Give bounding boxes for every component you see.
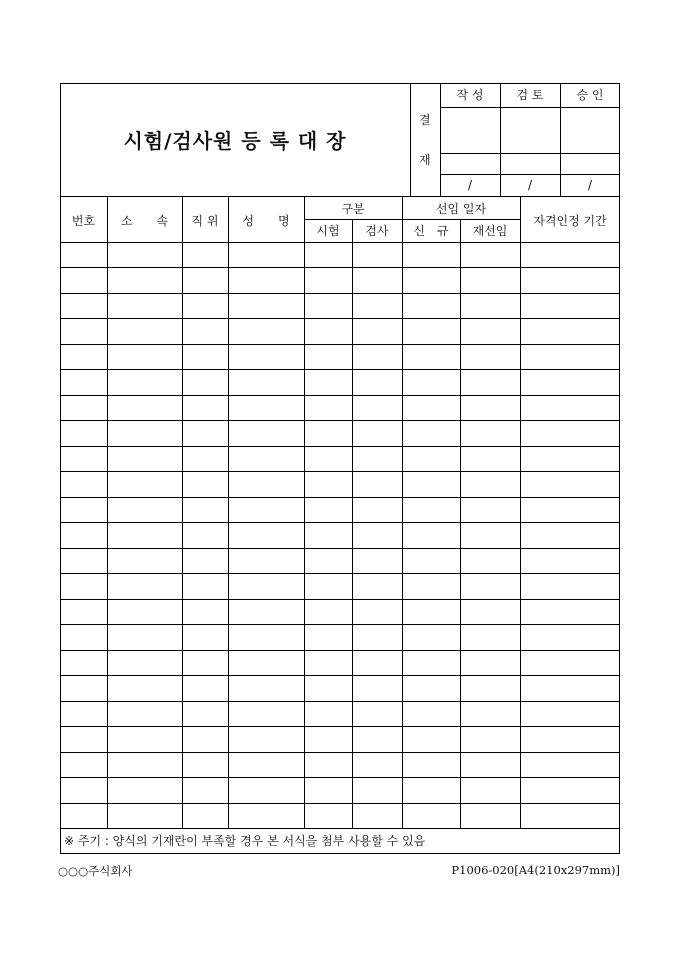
note-divider [60, 828, 620, 829]
approval-divider [440, 107, 620, 108]
column-divider [228, 196, 229, 828]
approval-date-approver: / [587, 178, 593, 192]
table-row [60, 599, 620, 600]
approval-divider [410, 83, 411, 196]
table-row [60, 522, 620, 523]
table-row [60, 675, 620, 676]
header-divider [60, 196, 620, 197]
page-title: 시험/검사원 등 록 대 장 [123, 129, 347, 153]
table-row [60, 777, 620, 778]
table-row [60, 752, 620, 753]
approval-col-approver: 승 인 [576, 88, 604, 102]
table-row [60, 420, 620, 421]
table-row [60, 573, 620, 574]
table-row [60, 701, 620, 702]
col-header-new: 신 규 [413, 224, 449, 238]
col-header-category: 구분 [341, 202, 365, 216]
approval-divider [440, 153, 620, 154]
col-header-name: 성 명 [242, 214, 290, 228]
table-row [60, 395, 620, 396]
col-header-reappoint: 재선임 [472, 224, 508, 238]
table-row [60, 369, 620, 370]
table-row [60, 726, 620, 727]
column-divider [520, 196, 521, 828]
column-divider [107, 196, 108, 828]
col-header-test: 시험 [316, 224, 340, 238]
approval-date-reviewer: / [527, 178, 533, 192]
column-divider [304, 196, 305, 828]
subheader-divider [304, 219, 520, 220]
col-header-no: 번호 [71, 214, 96, 228]
table-row [60, 318, 620, 319]
column-divider [182, 196, 183, 828]
approval-divider [440, 174, 620, 175]
table-row [60, 548, 620, 549]
table-row [60, 446, 620, 447]
col-header-inspect: 검사 [365, 224, 389, 238]
table-row [60, 803, 620, 804]
table-row [60, 344, 620, 345]
table-row [60, 267, 620, 268]
col-header-dept: 소 속 [120, 214, 169, 228]
column-divider [352, 219, 353, 828]
form-note: ※ 주기 : 양식의 기재란이 부족할 경우 본 서식을 첨부 사용할 수 있음 [64, 834, 426, 848]
approval-label-top: 결 [419, 113, 431, 127]
approval-date-writer: / [467, 178, 473, 192]
table-row [60, 650, 620, 651]
approval-col-reviewer: 검 토 [516, 88, 544, 102]
table-row [60, 242, 620, 243]
table-row [60, 497, 620, 498]
approval-col-writer: 작 성 [456, 88, 484, 102]
table-row [60, 471, 620, 472]
table-row [60, 293, 620, 294]
company-name: ○○○주식회사 [58, 864, 133, 878]
col-header-position: 직 위 [191, 214, 219, 228]
col-header-appointment: 선임 일자 [435, 202, 487, 216]
col-header-qualification: 자격인정 기간 [533, 214, 607, 228]
table-row [60, 624, 620, 625]
form-frame [60, 83, 620, 854]
document-code: P1006-020[A4(210x297mm)] [451, 863, 620, 877]
column-divider [402, 196, 403, 828]
approval-label-bottom: 재 [419, 153, 431, 167]
column-divider [460, 219, 461, 828]
